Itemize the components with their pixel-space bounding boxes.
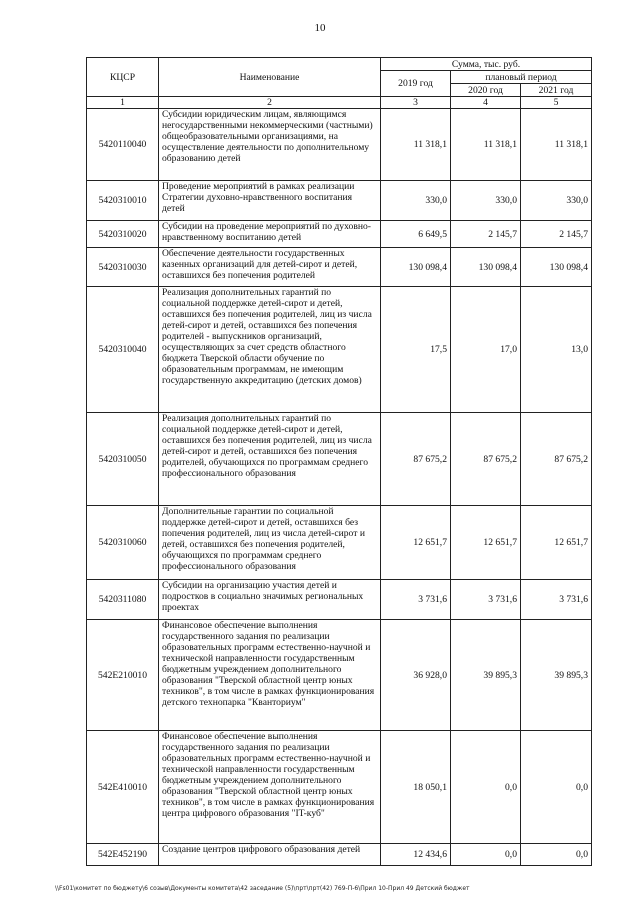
- table-row: [87, 844, 592, 866]
- row-value-2021: 2 145,7: [521, 221, 592, 248]
- column-numbers-row: [87, 97, 592, 109]
- table-row: [87, 506, 592, 580]
- row-value-2021: 11 318,1: [521, 109, 592, 181]
- row-name: Финансовое обеспечение выполнения государственного задания по реализации образовательных программ естественно-научной и технической направленности государственным бюджетным учреждением дополнительного образования "Тверской областной центр юных техников", в том числе в рамках функционирования центра цифрового образования "IT-куб": [159, 731, 381, 844]
- row-value-2020: 130 098,4: [451, 248, 521, 287]
- row-code: 5420310030: [87, 248, 159, 287]
- row-value-2020: 39 895,3: [451, 620, 521, 731]
- row-value-2021: 130 098,4: [521, 248, 592, 287]
- row-name: Реализация дополнительных гарантий по социальной поддержке детей-сирот и детей, оставшихся без попечения родителей, лиц из числа детей-сирот и детей, оставшихся без попечения родителей - выпускников организаций, осуществляющих за счет средств областного бюджета Тверской области обучение по образовательным программам, не имеющим государственную аккредитацию (детских домов): [159, 287, 381, 413]
- row-value-2020: 0,0: [451, 844, 521, 866]
- row-code: 542E452190: [87, 844, 159, 866]
- row-value-2019: 12 434,6: [381, 844, 451, 866]
- row-code: 5420110040: [87, 109, 159, 181]
- row-value-2021: 13,0: [521, 287, 592, 413]
- row-value-2020: 12 651,7: [451, 506, 521, 580]
- table-row: [87, 287, 592, 413]
- row-name: Проведение мероприятий в рамках реализации Стратегии духовно-нравственного воспитания детей: [159, 181, 381, 221]
- table-row: [87, 248, 592, 287]
- header-planned-period: плановый период: [451, 71, 592, 84]
- row-value-2020: 3 731,6: [451, 580, 521, 620]
- row-value-2019: 87 675,2: [381, 413, 451, 506]
- row-value-2021: 39 895,3: [521, 620, 592, 731]
- row-value-2020: 17,0: [451, 287, 521, 413]
- row-value-2019: 6 649,5: [381, 221, 451, 248]
- table-row: [87, 413, 592, 506]
- table-row: [87, 181, 592, 221]
- row-value-2020: 2 145,7: [451, 221, 521, 248]
- row-code: 5420310060: [87, 506, 159, 580]
- table-row: [87, 109, 592, 181]
- header-year-2019: 2019 год: [381, 71, 451, 97]
- row-value-2021: 12 651,7: [521, 506, 592, 580]
- row-value-2019: 130 098,4: [381, 248, 451, 287]
- row-name: Реализация дополнительных гарантий по социальной поддержке детей-сирот и детей, оставшихся без попечения родителей, лиц из числа детей-сирот и детей, оставшихся без попечения родителей, обучающихся по программам среднего профессионального образования: [159, 413, 381, 506]
- row-name: Субсидии на организацию участия детей и подростков в социально значимых региональных проектах: [159, 580, 381, 620]
- row-code: 5420310020: [87, 221, 159, 248]
- row-name: Субсидии на проведение мероприятий по духовно-нравственному воспитанию детей: [159, 221, 381, 248]
- row-value-2021: 3 731,6: [521, 580, 592, 620]
- row-code: 542E210010: [87, 620, 159, 731]
- table-row: [87, 731, 592, 844]
- row-name: Создание центров цифрового образования детей: [159, 844, 381, 866]
- row-value-2021: 0,0: [521, 844, 592, 866]
- row-code: 5420310050: [87, 413, 159, 506]
- header-year-2021: 2021 год: [521, 84, 592, 97]
- table-row: [87, 580, 592, 620]
- budget-table: [86, 57, 592, 866]
- row-value-2020: 330,0: [451, 181, 521, 221]
- row-name: Обеспечение деятельности государственных казенных организаций для детей-сирот и детей, оставшихся без попечения родителей: [159, 248, 381, 287]
- row-code: 5420310040: [87, 287, 159, 413]
- table-row: [87, 221, 592, 248]
- row-value-2019: 3 731,6: [381, 580, 451, 620]
- column-number: 4: [451, 97, 521, 109]
- row-code: 5420310010: [87, 181, 159, 221]
- row-value-2019: 12 651,7: [381, 506, 451, 580]
- row-value-2019: 330,0: [381, 181, 451, 221]
- header-name: Наименование: [159, 58, 381, 97]
- table-row: [87, 620, 592, 731]
- row-value-2020: 0,0: [451, 731, 521, 844]
- row-code: 542E410010: [87, 731, 159, 844]
- row-value-2020: 11 318,1: [451, 109, 521, 181]
- row-value-2019: 11 318,1: [381, 109, 451, 181]
- column-number: 5: [521, 97, 592, 109]
- row-value-2021: 330,0: [521, 181, 592, 221]
- file-path-footer: \\Fs01\комитет по бюджету\6 созыв\Документы комитета\42 заседание (5)\прт\прт(42) 769-П-6\Прил 10-Прил 49 Детский бюджет: [55, 885, 470, 892]
- row-value-2019: 36 928,0: [381, 620, 451, 731]
- row-value-2021: 87 675,2: [521, 413, 592, 506]
- header-sum: Сумма, тыс. руб.: [381, 58, 592, 71]
- row-code: 5420311080: [87, 580, 159, 620]
- header-year-2020: 2020 год: [451, 84, 521, 97]
- column-number: 2: [159, 97, 381, 109]
- header-code: КЦСР: [87, 58, 159, 97]
- column-number: 3: [381, 97, 451, 109]
- row-name: Финансовое обеспечение выполнения государственного задания по реализации образовательных программ естественно-научной и технической направленности государственным бюджетным учреждением дополнительного образования "Тверской областной центр юных техников", в том числе в рамках функционирования детского технопарка "Кванториум": [159, 620, 381, 731]
- row-value-2021: 0,0: [521, 731, 592, 844]
- row-name: Дополнительные гарантии по социальной поддержке детей-сирот и детей, оставшихся без попечения родителей, лиц из числа детей-сирот и детей, оставшихся без попечения родителей, обучающихся по программам среднего профессионального образования: [159, 506, 381, 580]
- row-value-2020: 87 675,2: [451, 413, 521, 506]
- column-number: 1: [87, 97, 159, 109]
- row-value-2019: 17,5: [381, 287, 451, 413]
- row-value-2019: 18 050,1: [381, 731, 451, 844]
- page-number: 10: [314, 22, 326, 34]
- row-name: Субсидии юридическим лицам, являющимся негосударственными некоммерческими (частными) общеобразовательными организациями, на осуществление деятельности по дополнительному образованию детей: [159, 109, 381, 181]
